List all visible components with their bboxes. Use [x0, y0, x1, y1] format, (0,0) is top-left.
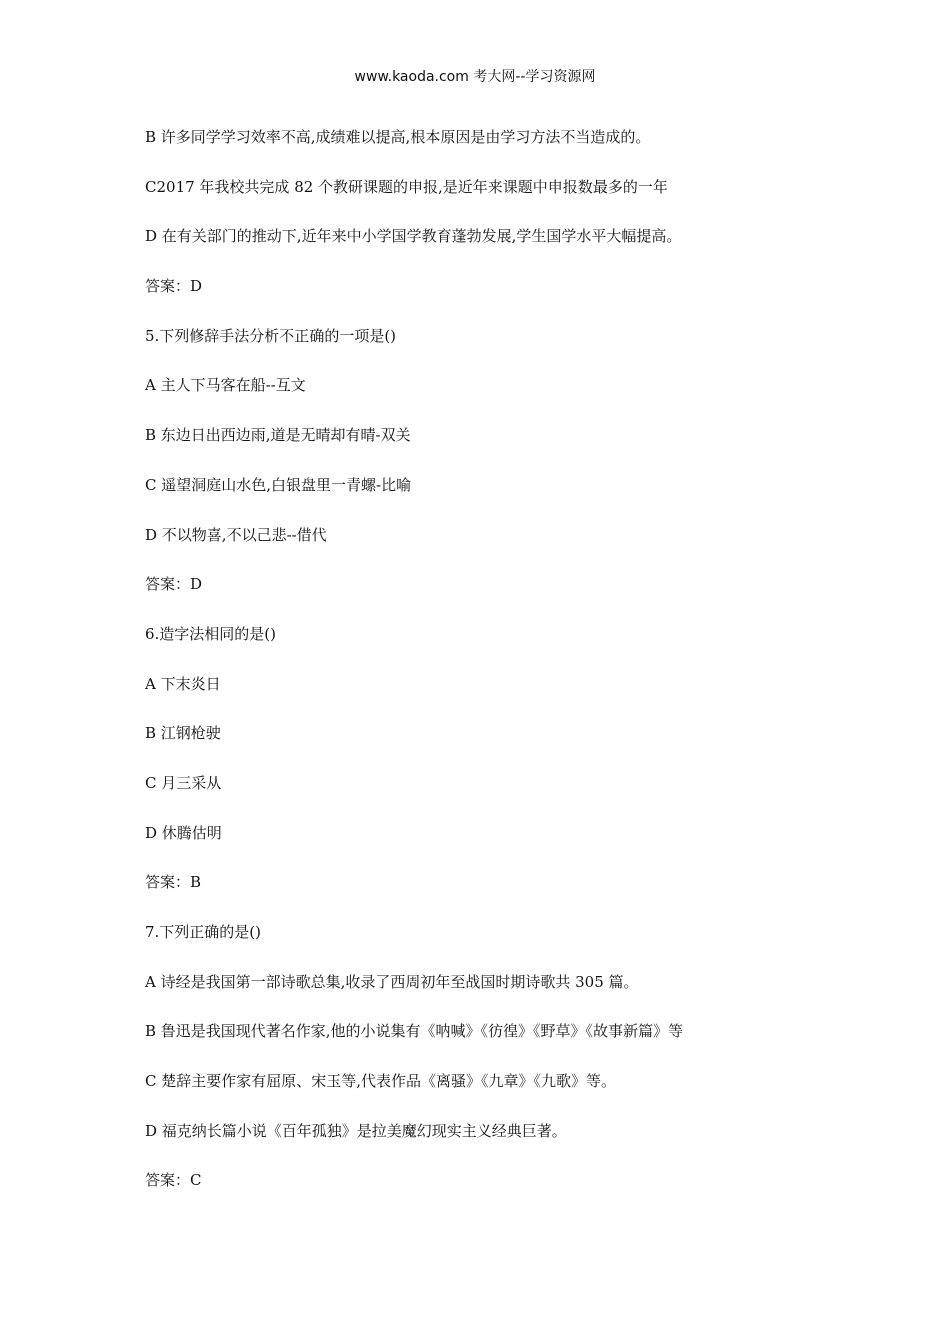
option-b-q7: B 鲁迅是我国现代著名作家,他的小说集有《呐喊》《彷徨》《野草》《故事新篇》等	[145, 1022, 684, 1041]
option-a-q6: A 下末炎日	[145, 674, 221, 693]
answer-q5: 答案：D	[145, 575, 203, 594]
option-b-q6: B 江钢枪驶	[145, 724, 221, 743]
option-c-q6: C 月三采从	[145, 773, 222, 792]
option-d-q4: D 在有关部门的推动下,近年来中小学国学教育蓬勃发展,学生国学水平大幅提高。	[145, 227, 682, 246]
option-d-q5: D 不以物喜,不以己悲--借代	[145, 525, 327, 544]
option-d-q6: D 休腾估明	[145, 823, 222, 842]
option-c-q4: C2017 年我校共完成 82 个教研课题的申报,是近年来课题中申报数最多的一年	[145, 177, 668, 196]
answer-q6: 答案：B	[145, 873, 202, 892]
option-c-q5: C 遥望洞庭山水色,白银盘里一青螺-比喻	[145, 475, 412, 494]
option-a-q7: A 诗经是我国第一部诗歌总集,收录了西周初年至战国时期诗歌共 305 篇。	[145, 972, 639, 991]
question-5: 5.下列修辞手法分析不正确的一项是()	[145, 326, 397, 345]
answer-q7: 答案：C	[145, 1171, 202, 1190]
question-7: 7.下列正确的是()	[145, 923, 262, 941]
option-b-q4: B 许多同学学习效率不高,成绩难以提高,根本原因是由学习方法不当造成的。	[145, 128, 651, 146]
document-body	[145, 124, 845, 1217]
option-a-q5: A 主人下马客在船--互文	[145, 376, 306, 395]
question-6: 6.造字法相同的是()	[145, 624, 277, 643]
option-b-q5: B 东边日出西边雨,道是无晴却有晴-双关	[145, 426, 411, 445]
answer-q4: 答案：D	[145, 277, 203, 296]
page-header: www.kaoda.com 考大网--学习资源网	[354, 69, 596, 85]
option-c-q7: C 楚辞主要作家有屈原、宋玉等,代表作品《离骚》《九章》《九歌》等。	[145, 1072, 617, 1091]
option-d-q7: D 福克纳长篇小说《百年孤独》是拉美魔幻现实主义经典巨著。	[145, 1121, 567, 1140]
